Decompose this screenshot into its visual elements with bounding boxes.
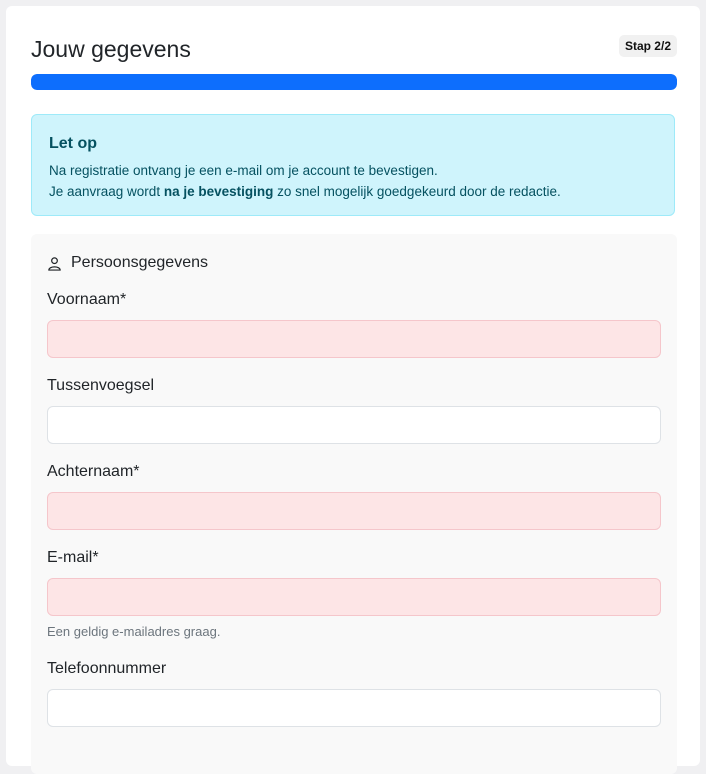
section-heading: [47, 254, 208, 272]
person-icon: [47, 256, 62, 271]
form-card: [6, 6, 700, 766]
progress-fill: [31, 74, 677, 90]
step-badge: Stap 2/2: [619, 35, 677, 57]
page-title: Jouw gegevens: [31, 36, 191, 62]
alert-title: Let op: [49, 135, 97, 152]
progress-bar: [31, 74, 677, 90]
personal-details-section: [31, 234, 677, 774]
alert-text-line2: [49, 184, 561, 199]
achternaam-input[interactable]: [47, 492, 661, 530]
email-label: E-mail*: [47, 549, 99, 566]
section-title: Persoonsgegevens: [71, 254, 208, 271]
alert-line2-post: zo snel mogelijk goedgekeurd door de redactie.: [273, 184, 561, 199]
info-alert: [31, 114, 675, 216]
telefoon-input[interactable]: [47, 689, 661, 727]
tussenvoegsel-input[interactable]: [47, 406, 661, 444]
alert-text-line1: Na registratie ontvang je een e-mail om je account te bevestigen.: [49, 163, 438, 178]
telefoon-label: Telefoonnummer: [47, 660, 167, 677]
voornaam-input[interactable]: [47, 320, 661, 358]
alert-line2-pre: Je aanvraag wordt: [49, 184, 164, 199]
email-help-text: Een geldig e-mailadres graag.: [47, 624, 221, 639]
alert-line2-bold: na je bevestiging: [163, 184, 274, 199]
achternaam-label: Achternaam*: [47, 463, 140, 480]
tussenvoegsel-label: Tussenvoegsel: [47, 377, 155, 394]
voornaam-label: Voornaam*: [47, 291, 127, 308]
email-input[interactable]: [47, 578, 661, 616]
